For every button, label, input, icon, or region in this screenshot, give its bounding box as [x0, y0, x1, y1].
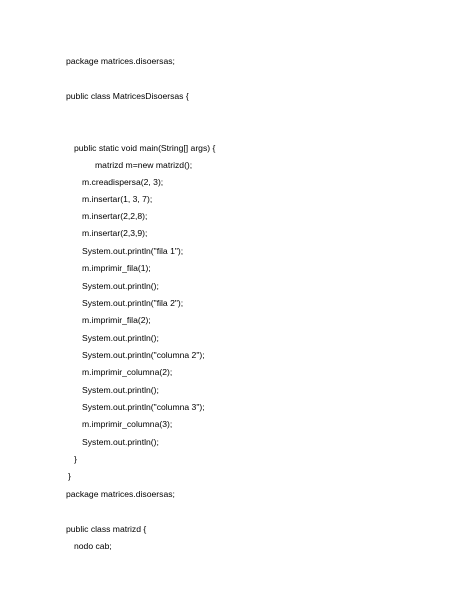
code-line: m.creadispersa(2, 3); — [82, 177, 164, 187]
code-line: System.out.println("columna 2"); — [82, 350, 205, 360]
code-line: } — [74, 454, 77, 464]
code-line: System.out.println("columna 3"); — [82, 402, 205, 412]
code-line: System.out.println(); — [82, 281, 159, 291]
code-line: package matrices.disoersas; — [66, 489, 175, 499]
code-line: System.out.println(); — [82, 437, 159, 447]
code-line: m.insertar(2,2,8); — [82, 211, 148, 221]
code-line: m.imprimir_columna(3); — [82, 419, 173, 429]
code-line: public static void main(String[] args) { — [74, 143, 216, 153]
code-line: m.imprimir_fila(2); — [82, 315, 151, 325]
code-line: System.out.println("fila 1"); — [82, 246, 184, 256]
code-line: m.imprimir_columna(2); — [82, 367, 173, 377]
code-line: } — [68, 471, 71, 481]
code-line: public class matrizd { — [66, 524, 147, 534]
code-line: public class MatricesDisoersas { — [66, 91, 189, 101]
code-line: m.insertar(2,3,9); — [82, 228, 148, 238]
code-line: m.insertar(1, 3, 7); — [82, 194, 153, 204]
code-line: package matrices.disoersas; — [66, 56, 175, 66]
code-line: System.out.println(); — [82, 333, 159, 343]
code-line: nodo cab; — [74, 541, 112, 551]
code-line: System.out.println("fila 2"); — [82, 298, 184, 308]
code-line: matrizd m=new matrizd(); — [95, 160, 193, 170]
code-line: m.imprimir_fila(1); — [82, 263, 151, 273]
code-line: System.out.println(); — [82, 385, 159, 395]
